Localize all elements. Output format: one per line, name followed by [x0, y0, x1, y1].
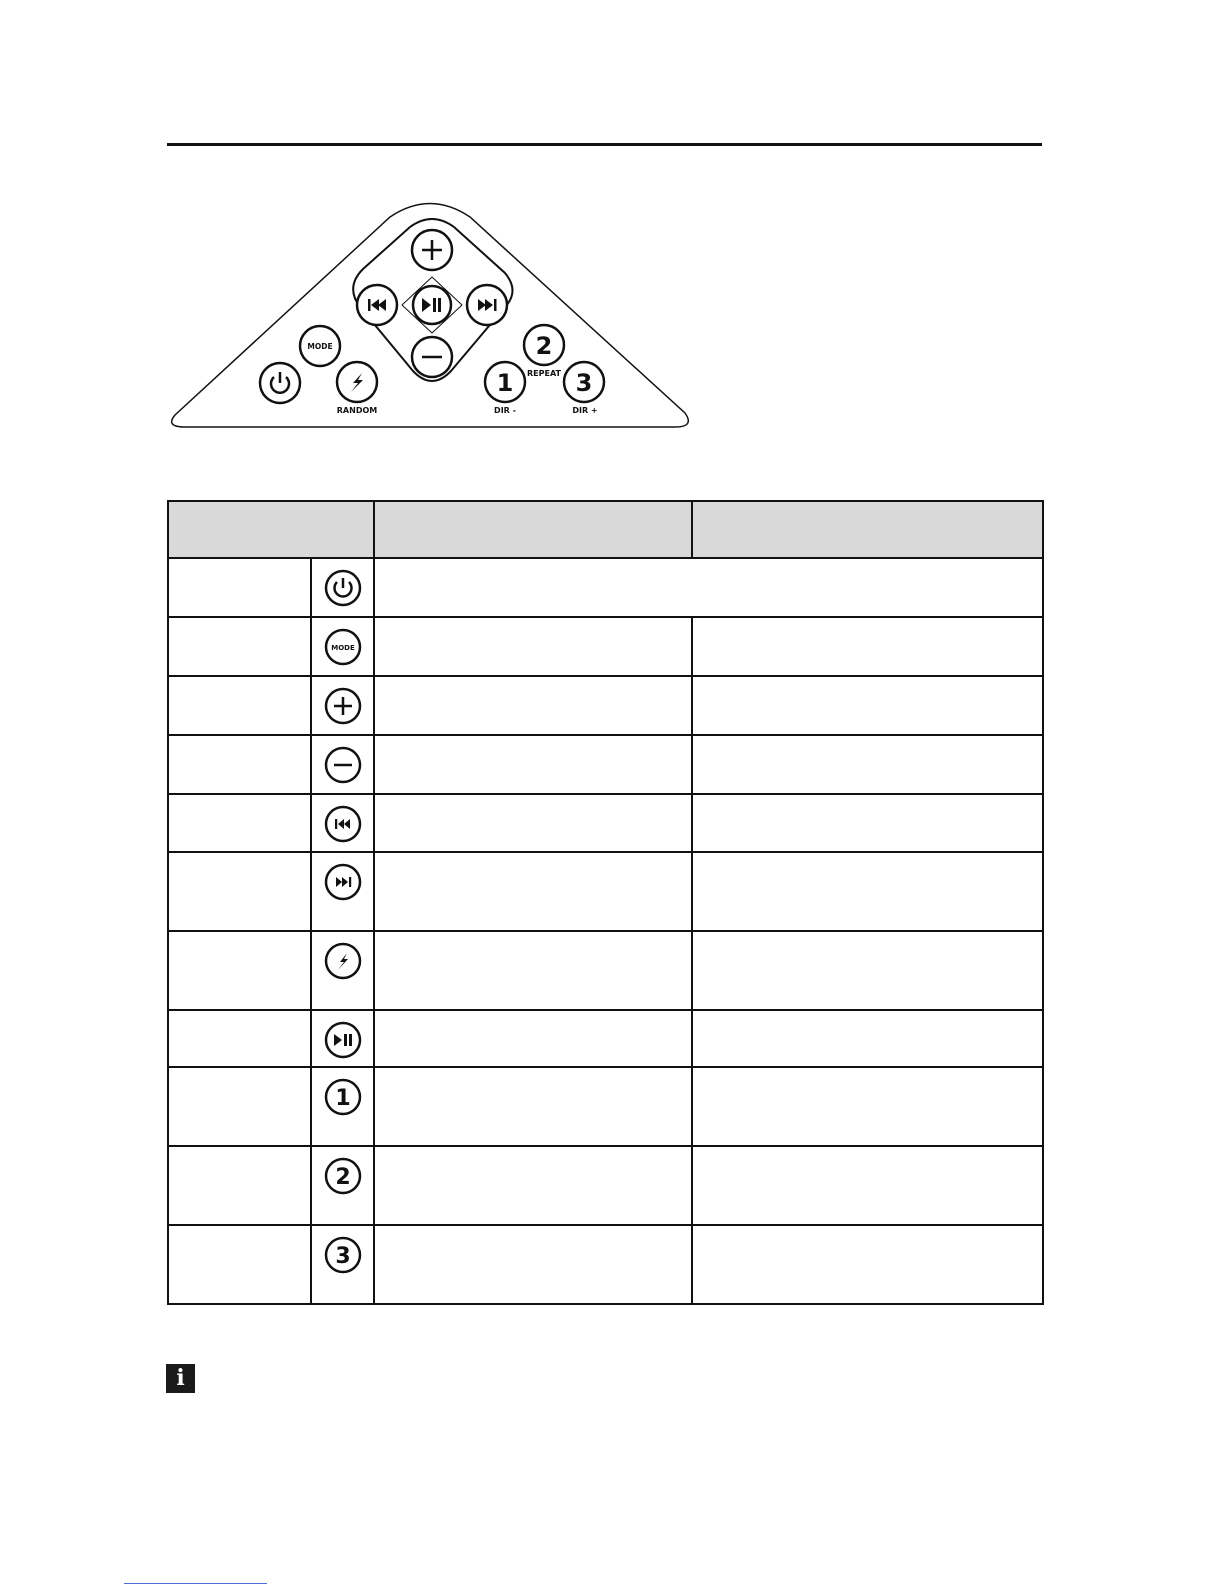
- remote-repeat-label: REPEAT: [527, 369, 561, 378]
- row-icon-cell: [311, 931, 374, 1010]
- table-row: [168, 676, 1043, 735]
- row-label-cell: [168, 676, 311, 735]
- info-icon: i: [166, 1364, 195, 1393]
- row-icon-cell: [311, 735, 374, 794]
- row-icon-cell: [311, 1146, 374, 1225]
- remote-minus-button[interactable]: [412, 337, 452, 377]
- power-icon: [324, 569, 362, 607]
- number-2-text: 2: [334, 1165, 351, 1190]
- header-cell-function-2: [692, 501, 1043, 558]
- next-icon: [324, 863, 362, 901]
- row-label-cell: [168, 931, 311, 1010]
- row-description-cell: [692, 735, 1043, 794]
- remote-num3: 3: [575, 369, 593, 397]
- random-icon: [324, 942, 362, 980]
- previous-icon: [324, 805, 362, 843]
- row-description-cell: [374, 558, 1043, 617]
- remote-plus-button[interactable]: [412, 230, 452, 270]
- row-description-cell: [374, 931, 692, 1010]
- row-icon-cell: [311, 1010, 374, 1067]
- top-rule: [167, 143, 1042, 146]
- remote-dir-minus-label: DIR -: [494, 406, 516, 415]
- remote-next-button[interactable]: [467, 285, 507, 325]
- number-3-icon: [324, 1236, 362, 1274]
- row-description-cell: [692, 1146, 1043, 1225]
- remote-play-pause-button[interactable]: [413, 286, 451, 324]
- row-label-cell: [168, 1225, 311, 1304]
- remote-num1: 1: [496, 369, 514, 397]
- row-icon-cell: [311, 1067, 374, 1146]
- row-icon-cell: [311, 794, 374, 852]
- table-header-row: [168, 501, 1043, 558]
- mode-icon-text: MODE: [330, 644, 355, 652]
- number-2-icon: [324, 1157, 362, 1195]
- table-row: [168, 1146, 1043, 1225]
- row-label-cell: [168, 558, 311, 617]
- row-description-cell: [374, 676, 692, 735]
- row-description-cell: [374, 794, 692, 852]
- row-label-cell: [168, 794, 311, 852]
- number-1-icon: [324, 1078, 362, 1116]
- table-row: [168, 1067, 1043, 1146]
- remote-random-label: RANDOM: [336, 406, 378, 415]
- row-label-cell: [168, 735, 311, 794]
- row-icon-cell: [311, 1225, 374, 1304]
- row-label-cell: [168, 852, 311, 931]
- row-icon-cell: [311, 617, 374, 676]
- remote-button-2[interactable]: [524, 325, 564, 378]
- remote-button-3[interactable]: [564, 362, 604, 415]
- row-icon-cell: [311, 676, 374, 735]
- row-label-cell: [168, 617, 311, 676]
- table-row: [168, 558, 1043, 617]
- row-description-cell: [374, 1067, 692, 1146]
- table-row: [168, 617, 1043, 676]
- row-description-cell: [692, 931, 1043, 1010]
- remote-num2: 2: [535, 332, 553, 360]
- row-icon-cell: [311, 852, 374, 931]
- row-description-cell: [374, 1225, 692, 1304]
- remote-previous-button[interactable]: [357, 285, 397, 325]
- row-description-cell: [692, 1067, 1043, 1146]
- row-label-cell: [168, 1010, 311, 1067]
- row-description-cell: [692, 852, 1043, 931]
- row-description-cell: [692, 1010, 1043, 1067]
- remote-power-button[interactable]: [260, 363, 300, 403]
- play-pause-icon: [324, 1021, 362, 1059]
- table-row: [168, 1225, 1043, 1304]
- table-row: [168, 1010, 1043, 1067]
- remote-button-1[interactable]: [485, 362, 525, 415]
- number-3-text: 3: [334, 1244, 351, 1269]
- remote-mode-label: MODE: [307, 342, 333, 351]
- row-description-cell: [692, 617, 1043, 676]
- button-function-table: [167, 500, 1044, 1305]
- plus-icon: [324, 687, 362, 725]
- row-description-cell: [692, 794, 1043, 852]
- table-row: [168, 735, 1043, 794]
- table-row: [168, 794, 1043, 852]
- row-label-cell: [168, 1146, 311, 1225]
- remote-control-illustration: [165, 195, 705, 440]
- row-description-cell: [374, 852, 692, 931]
- row-description-cell: [374, 735, 692, 794]
- remote-mode-button[interactable]: [300, 326, 340, 366]
- remote-random-button[interactable]: [337, 362, 377, 415]
- table-row: [168, 931, 1043, 1010]
- header-cell-function-1: [374, 501, 692, 558]
- row-icon-cell: [311, 558, 374, 617]
- header-cell-button: [168, 501, 374, 558]
- remote-dir-plus-label: DIR +: [572, 406, 598, 415]
- row-description-cell: [374, 617, 692, 676]
- row-description-cell: [374, 1146, 692, 1225]
- row-description-cell: [692, 676, 1043, 735]
- minus-icon: [324, 746, 362, 784]
- number-1-text: 1: [334, 1086, 351, 1111]
- mode-icon: [324, 628, 362, 666]
- row-description-cell: [374, 1010, 692, 1067]
- table-row: [168, 852, 1043, 931]
- row-description-cell: [692, 1225, 1043, 1304]
- row-label-cell: [168, 1067, 311, 1146]
